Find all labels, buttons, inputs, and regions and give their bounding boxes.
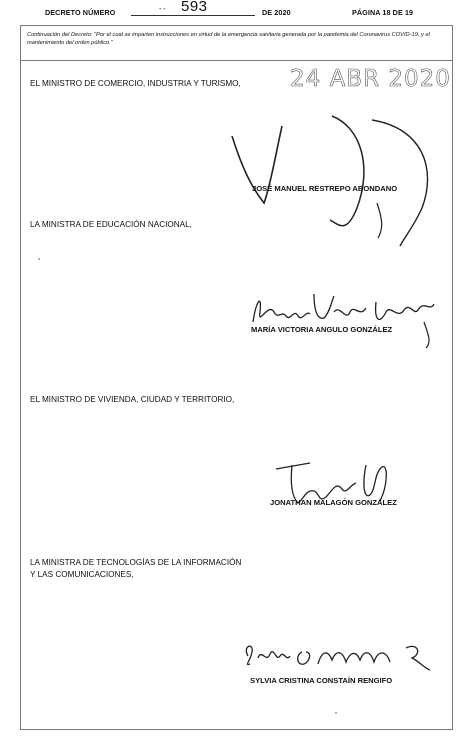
date-stamp: 24 ABR 2020 — [290, 66, 451, 92]
role-ict-minister — [30, 557, 241, 581]
continuation-note: Continuación del Decreto: "Por el cual se imparten instrucciones en virtud de la emergencia sanitaria generada por la pandemia del Coronavirus COVID-19, y el mantenimiento del orden público." — [27, 32, 430, 46]
signatory-name-constain: SYLVIA CRISTINA CONSTAÍN RENGIFO — [250, 676, 393, 685]
signature-angulo — [248, 282, 448, 352]
signatory-name-malagon: JONATHAN MALAGÓN GONZÁLEZ — [270, 498, 397, 507]
decree-number-underline — [131, 15, 255, 16]
decree-year: DE 2020 — [262, 8, 291, 17]
role-ict-minister-line-1: LA MINISTRA DE TECNOLOGÍAS DE LA INFORMACIÓN — [30, 558, 242, 567]
separator-line — [20, 60, 453, 61]
role-commerce-minister: EL MINISTRO DE COMERCIO, INDUSTRIA Y TURISMO, — [30, 79, 241, 88]
decree-number-label: DECRETO NÚMERO — [45, 8, 116, 17]
role-ict-minister-line-2: Y LAS COMUNICACIONES, — [30, 569, 134, 579]
role-housing-minister: EL MINISTRO DE VIVIENDA, CIUDAD Y TERRITORIO, — [30, 395, 235, 404]
role-education-minister: LA MINISTRA DE EDUCACIÓN NACIONAL, — [30, 220, 192, 229]
page-number: PÁGINA 18 DE 19 — [352, 8, 414, 17]
signatory-name-restrepo: JOSÉ MANUEL RESTREPO ABONDANO — [252, 184, 398, 193]
signature-restrepo — [222, 108, 452, 248]
scan-speck — [335, 712, 337, 714]
signatory-name-angulo: MARÍA VICTORIA ANGULO GONZÁLEZ — [251, 325, 393, 334]
signature-constain — [240, 638, 440, 678]
scan-speck — [38, 258, 40, 260]
decree-number: 593 — [181, 0, 208, 15]
decree-number-dots: - - — [159, 6, 166, 13]
